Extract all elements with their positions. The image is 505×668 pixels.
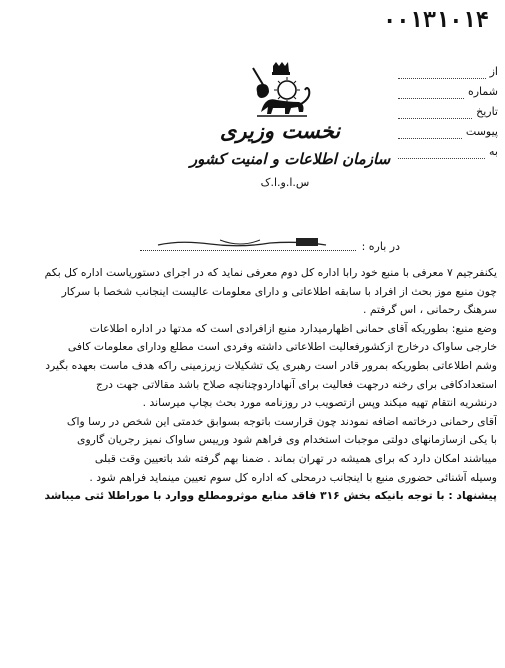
meta-field-label: از bbox=[489, 65, 498, 78]
organization-code: س.ا.و.ا.ک bbox=[260, 176, 310, 189]
meta-field-date bbox=[398, 102, 498, 122]
body-line: استعدادکافی برای رخنه درجهت فعالیت برای آنهاداردوچنانچه صلاح باشد مقالاتی جهت درج bbox=[95, 377, 497, 391]
meta-field-blank bbox=[398, 146, 485, 159]
body-line: وضع منبع: بطوریکه آقای حمانی اظهارمیدارد منبع ازافرادی است که مدتها در اداره اطلاعات bbox=[89, 321, 497, 335]
body-line: یکنفرجیم ۷ معرفی با منبع خود رابا اداره کل دوم معرفی نماید که در اجرای دستوریاست اداره کل بکم bbox=[44, 266, 497, 279]
header-meta-fields bbox=[398, 62, 498, 162]
meta-field-blank bbox=[398, 86, 464, 99]
document-body bbox=[12, 264, 497, 506]
meta-field-blank bbox=[398, 66, 486, 79]
body-line: میباشند امکان دارد که برای همیشه در تهران بماند . ضمنا بهم گرفته شد باتعیین وقت قبلی bbox=[94, 451, 497, 465]
meta-field-label: شماره bbox=[467, 85, 498, 98]
meta-field-from bbox=[398, 62, 498, 82]
meta-field-to bbox=[398, 142, 498, 162]
meta-field-blank bbox=[398, 106, 472, 119]
meta-field-number bbox=[398, 82, 498, 102]
meta-field-label: تاریخ bbox=[476, 105, 498, 118]
body-line: درنشریه انتقام تهیه میکند وپس ازتصویب در روزنامه مورد بحث بچاپ میرساند . bbox=[142, 396, 497, 410]
body-line: وسیله آشنائی حضوری منبع با اینجانب درمحلی که اداره کل سوم تعیین مینماید فراهم شود . bbox=[89, 470, 497, 484]
redaction-smudge bbox=[150, 236, 330, 250]
meta-field-label: به bbox=[489, 145, 498, 158]
lion-and-sun-emblem-icon bbox=[243, 62, 319, 122]
body-line: با یکی ازسازمانهای دولتی موجبات استخدام وی فراهم شود ورییس ساواک نمیز رجریان گاروی bbox=[77, 433, 497, 447]
meta-field-label: پیوست bbox=[465, 125, 498, 138]
body-line-proposal: پیشنهاد : با توجه بانیکه بخش ۳۱۶ فاقد منابع موثرومطلع ووارد با موراطلا ئتی میباشد bbox=[44, 489, 497, 503]
body-line: سرهنگ رحمانی ، اس گرفتم . bbox=[362, 303, 497, 317]
document-number: ۰۰۱۳۱۰۱۴ bbox=[383, 8, 489, 33]
body-line: آقای رحمانی درخاتمه اضافه نمودند چون قرارست باتوجه بسوابق خدمتی این شخص در رسا واک bbox=[66, 414, 497, 428]
body-line: چون منبع موز بحث از افراد با سابقه اطلاعاتی و دارای معلومات عالیست اینجانب شخصا با سرکار bbox=[61, 284, 497, 298]
subject-label: در باره : bbox=[361, 239, 400, 253]
organization-title: نخست وزیری bbox=[219, 118, 341, 143]
body-line: وشم اطلاعاتی بطوریکه بمرور قادر است رهبری یک تشکیلات زیرزمینی راکه هدف ماست بعهده بگیرد bbox=[45, 358, 497, 372]
body-line: خارجی ساواک درخارج ازکشورفعالیت اطلاعاتی داشته وفردی است مطلع ودارای معلومات کافی bbox=[67, 340, 497, 354]
meta-field-blank bbox=[398, 126, 462, 139]
meta-field-attachment bbox=[398, 122, 498, 142]
organization-subtitle: سازمان اطلاعات و امنیت کشور bbox=[189, 150, 391, 168]
